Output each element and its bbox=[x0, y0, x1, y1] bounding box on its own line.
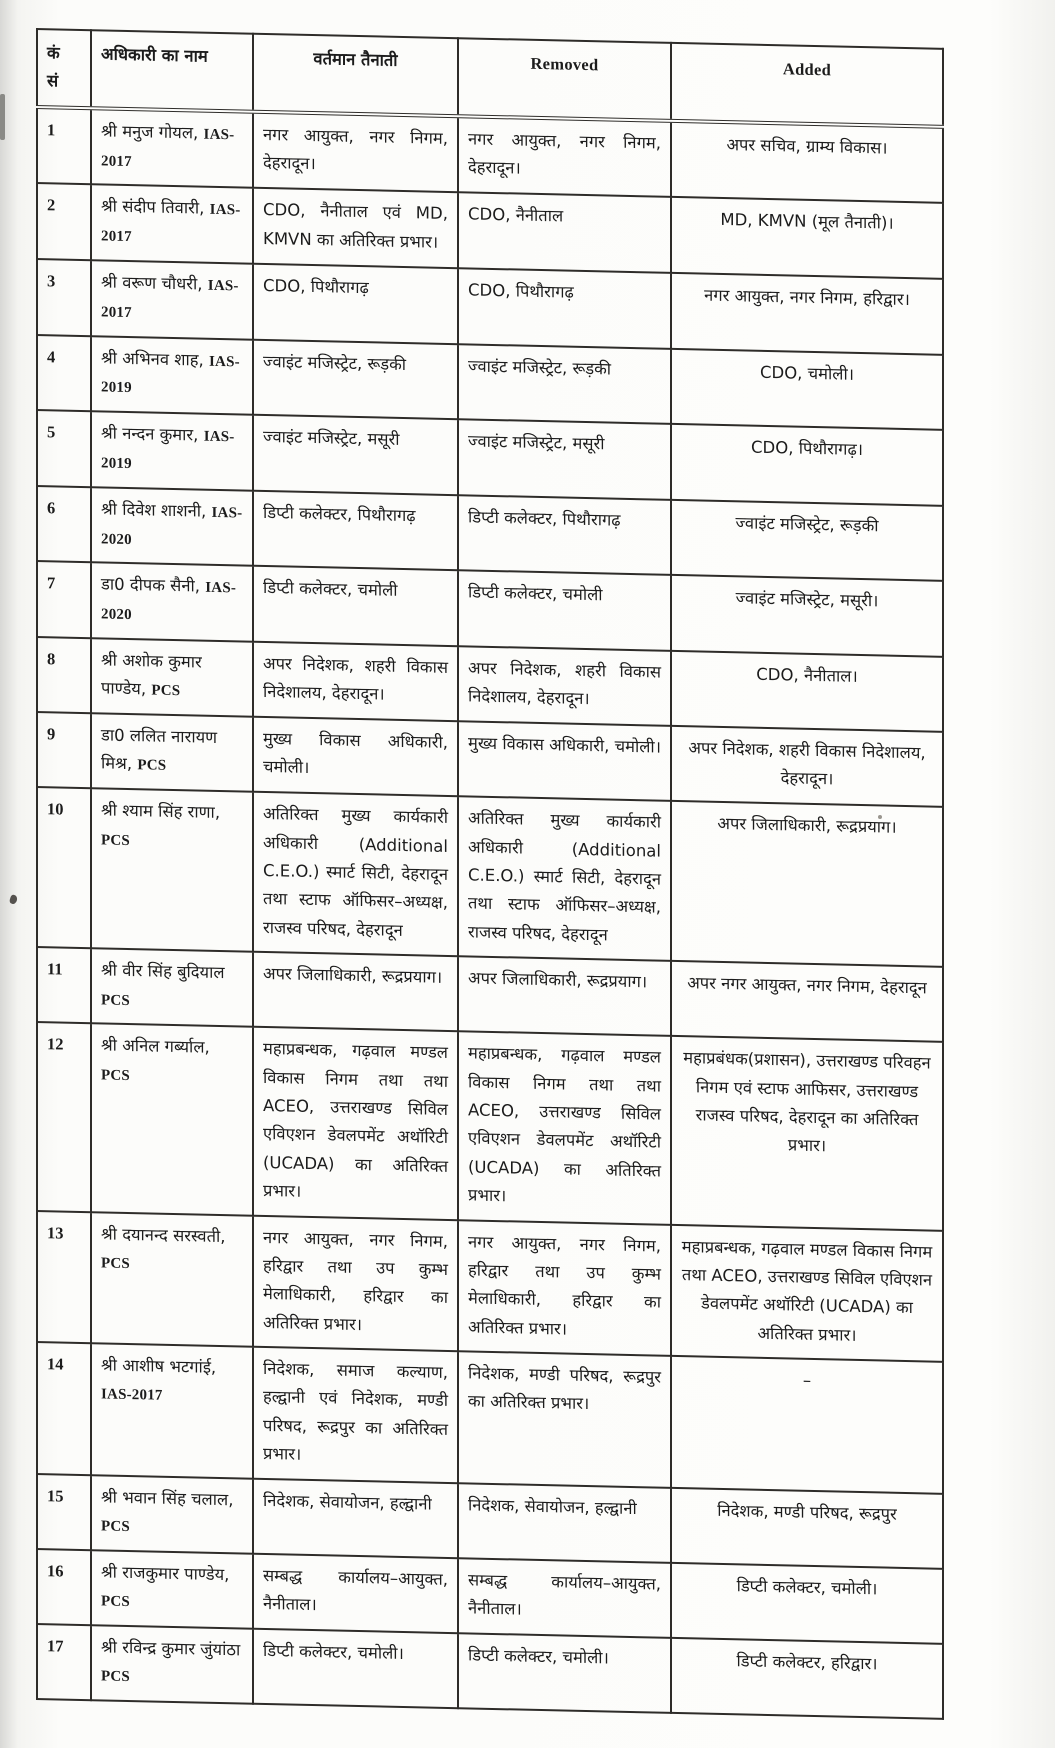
serial-number-cell: 6 bbox=[37, 486, 91, 563]
officer-table-body bbox=[37, 107, 943, 1719]
officer-cadre: IAS-2017 bbox=[101, 277, 239, 321]
officer-cadre: IAS-2020 bbox=[101, 504, 243, 548]
added-posting-cell: महाप्रबन्धक, गढ़वाल मण्डल विकास निगम तथा ACEO, उत्तराखण्ड सिविल एविएशन डेवलपमेंट अथॉरिटी (UCADA) का अतिरिक्त प्रभार। bbox=[671, 1224, 943, 1361]
officer-row bbox=[37, 1211, 943, 1362]
officer-row bbox=[37, 1022, 943, 1230]
officer-row bbox=[37, 1342, 943, 1493]
removed-posting-cell: ज्वाइंट मजिस्ट्रेट, मसूरी bbox=[458, 419, 671, 499]
serial-number-cell: 13 bbox=[37, 1211, 91, 1344]
removed-posting-cell: डिप्टी कलेक्टर, पिथौरागढ़ bbox=[458, 495, 671, 575]
officer-cadre: PCS bbox=[101, 991, 130, 1009]
officer-cadre: PCS bbox=[101, 1067, 130, 1084]
officer-name: श्री रविन्द्र कुमार जुंयांठा bbox=[101, 1637, 241, 1660]
officer-name-cell bbox=[91, 713, 253, 792]
added-posting-cell: ज्वाइंट मजिस्ट्रेट, मसूरी। bbox=[671, 575, 943, 657]
officer-name-cell bbox=[91, 108, 253, 188]
scan-edge-artifact bbox=[0, 94, 5, 140]
officer-name: श्री भवान सिंह चलाल, bbox=[101, 1486, 234, 1509]
removed-posting-cell: निदेशक, मण्डी परिषद, रूद्रपुर का अतिरिक्त प्रभार। bbox=[458, 1351, 671, 1487]
officer-name: श्री आशीष भटगांई, bbox=[101, 1355, 217, 1377]
header-added: Added bbox=[671, 43, 943, 127]
officer-cadre: IAS-2017 bbox=[101, 202, 241, 246]
added-posting-cell: CDO, पिथौरागढ़। bbox=[671, 424, 943, 506]
serial-number-cell: 5 bbox=[37, 410, 91, 487]
header-serial bbox=[37, 29, 91, 108]
header-current-posting: वर्तमान तैनाती bbox=[253, 34, 458, 116]
current-posting-cell: डिप्टी कलेक्टर, चमोली। bbox=[253, 1629, 458, 1709]
officer-name: श्री दयानन्द सरस्वती, bbox=[101, 1223, 226, 1246]
removed-posting-cell: डिप्टी कलेक्टर, चमोली। bbox=[458, 1633, 671, 1713]
header-removed: Removed bbox=[458, 38, 671, 120]
officer-name: श्री अभिनव शाह, bbox=[101, 347, 204, 370]
current-posting-cell: नगर आयुक्त, नगर निगम, देहरादून। bbox=[253, 111, 458, 192]
scan-ink-dot bbox=[9, 894, 18, 905]
removed-posting-cell: अतिरिक्त मुख्य कार्यकारी अधिकारी (Additional C.E.O.) स्मार्ट सिटी, देहरादून तथा स्टाफ ऑफिसर–अध्यक्ष, राजस्व परिषद, देहरादून bbox=[458, 796, 671, 961]
added-posting-cell: डिप्टी कलेक्टर, चमोली। bbox=[671, 1563, 943, 1644]
header-serial-line1: कं bbox=[47, 43, 60, 63]
serial-number-cell: 8 bbox=[37, 637, 91, 713]
officer-name: श्री नन्दन कुमार, bbox=[101, 423, 199, 445]
current-posting-cell: मुख्य विकास अधिकारी, चमोली। bbox=[253, 717, 458, 797]
added-posting-cell: CDO, नैनीताल। bbox=[671, 651, 943, 732]
removed-posting-cell: महाप्रबन्धक, गढ़वाल मण्डल विकास निगम तथा तथा ACEO, उत्तराखण्ड सिविल एविएशन डेवलपमेंट अथॉरिटी (UCADA) का अतिरिक्त प्रभार। bbox=[458, 1032, 671, 1225]
added-posting-cell: MD, KMVN (मूल तैनाती)। bbox=[671, 197, 943, 279]
officer-name: श्री अनिल गर्ब्याल, bbox=[101, 1035, 210, 1058]
officer-name-cell bbox=[91, 1343, 253, 1478]
current-posting-cell: ज्वाइंट मजिस्ट्रेट, मसूरी bbox=[253, 415, 458, 495]
serial-number-cell: 17 bbox=[37, 1624, 91, 1700]
officer-cadre: IAS-2019 bbox=[101, 428, 235, 473]
officer-name: श्री दिवेश शाशनी, bbox=[101, 499, 207, 521]
officer-name: श्री मनुज गोयल, bbox=[101, 121, 199, 143]
current-posting-cell: सम्बद्ध कार्यालय–आयुक्त, नैनीताल। bbox=[253, 1553, 458, 1633]
current-posting-cell: महाप्रबन्धक, गढ़वाल मण्डल विकास निगम तथा तथा ACEO, उत्तराखण्ड सिविल एविएशन डेवलपमेंट अथॉरिटी (UCADA) का अतिरिक्त प्रभार। bbox=[253, 1027, 458, 1220]
added-posting-cell: डिप्टी कलेक्टर, हरिद्वार। bbox=[671, 1638, 943, 1719]
officer-name-cell bbox=[91, 1625, 253, 1704]
officer-name-cell bbox=[91, 638, 253, 717]
officer-cadre: PCS bbox=[137, 757, 167, 775]
removed-posting-cell: मुख्य विकास अधिकारी, चमोली। bbox=[458, 721, 671, 801]
current-posting-cell: CDO, पिथौरागढ़ bbox=[253, 264, 458, 344]
removed-posting-cell: CDO, पिथौरागढ़ bbox=[458, 268, 671, 348]
officer-cadre: IAS-2017 bbox=[101, 126, 235, 170]
officer-name-cell bbox=[91, 487, 253, 566]
added-posting-cell: महाप्रबंधक(प्रशासन), उत्तराखण्ड परिवहन निगम एवं स्टाफ आफिसर, उत्तराखण्ड राजस्व परिषद, देहरादून का अतिरिक्त प्रभार। bbox=[671, 1036, 943, 1230]
officer-name-cell bbox=[91, 948, 253, 1027]
added-posting-cell: अपर निदेशक, शहरी विकास निदेशालय, देहरादून। bbox=[671, 726, 943, 807]
removed-posting-cell: अपर जिलाधिकारी, रूद्रप्रयाग। bbox=[458, 956, 671, 1036]
officer-name-cell bbox=[91, 336, 253, 415]
current-posting-cell: अपर निदेशक, शहरी विकास निदेशालय, देहरादून। bbox=[253, 642, 458, 722]
added-posting-cell: – bbox=[671, 1356, 943, 1493]
officer-name: श्री राजकुमार पाण्डेय, bbox=[101, 1562, 230, 1584]
current-posting-cell: निदेशक, सेवायोजन, हल्द्वानी bbox=[253, 1478, 458, 1558]
removed-posting-cell: निदेशक, सेवायोजन, हल्द्वानी bbox=[458, 1483, 671, 1563]
serial-number-cell: 15 bbox=[37, 1474, 91, 1550]
added-posting-cell: नगर आयुक्त, नगर निगम, हरिद्वार। bbox=[671, 273, 943, 355]
current-posting-cell: ज्वाइंट मजिस्ट्रेट, रूड़की bbox=[253, 339, 458, 419]
officer-name-cell bbox=[91, 1023, 253, 1215]
officer-name-cell bbox=[91, 1212, 253, 1347]
added-posting-cell: अपर नगर आयुक्त, नगर निगम, देहरादून bbox=[671, 961, 943, 1042]
current-posting-cell: नगर आयुक्त, नगर निगम, हरिद्वार तथा उप कुम्भ मेलाधिकारी, हरिद्वार का अतिरिक्त प्रभार। bbox=[253, 1215, 458, 1351]
added-posting-cell: CDO, चमोली। bbox=[671, 348, 943, 430]
serial-number-cell: 14 bbox=[37, 1342, 91, 1475]
officer-transfer-table bbox=[36, 28, 944, 1720]
current-posting-cell: अपर जिलाधिकारी, रूद्रप्रयाग। bbox=[253, 952, 458, 1032]
officer-name: श्री वीर सिंह बुदियाल bbox=[101, 960, 225, 983]
current-posting-cell: अतिरिक्त मुख्य कार्यकारी अधिकारी (Additional C.E.O.) स्मार्ट सिटी, देहरादून तथा स्टाफ ऑफिसर–अध्यक्ष, राजस्व परिषद, देहरादून bbox=[253, 792, 458, 956]
removed-posting-cell: अपर निदेशक, शहरी विकास निदेशालय, देहरादून। bbox=[458, 646, 671, 726]
officer-cadre: PCS bbox=[151, 682, 181, 700]
current-posting-cell: डिप्टी कलेक्टर, चमोली bbox=[253, 566, 458, 646]
header-serial-line2: सं bbox=[47, 71, 59, 91]
added-posting-cell: ज्वाइंट मजिस्ट्रेट, रूड़की bbox=[671, 500, 943, 582]
officer-name: श्री अशोक कुमार पाण्डेय, bbox=[101, 650, 202, 699]
officer-cadre: IAS-2019 bbox=[101, 353, 240, 397]
officer-name: श्री वरूण चौधरी, bbox=[101, 272, 203, 294]
header-officer-name: अधिकारी का नाम bbox=[91, 30, 253, 111]
officer-name: श्री संदीप तिवारी, bbox=[101, 196, 205, 219]
removed-posting-cell: ज्वाइंट मजिस्ट्रेट, रूड़की bbox=[458, 344, 671, 424]
serial-number-cell: 1 bbox=[37, 107, 91, 185]
officer-name-cell bbox=[91, 563, 253, 642]
current-posting-cell: डिप्टी कलेक्टर, पिथौरागढ़ bbox=[253, 490, 458, 570]
serial-number-cell: 12 bbox=[37, 1022, 91, 1211]
removed-posting-cell: नगर आयुक्त, नगर निगम, हरिद्वार तथा उप कुम्भ मेलाधिकारी, हरिद्वार का अतिरिक्त प्रभार। bbox=[458, 1220, 671, 1356]
added-posting-cell: अपर जिलाधिकारी, रूद्रप्रयाग। bbox=[671, 801, 943, 967]
officer-name-cell bbox=[91, 185, 253, 264]
officer-cadre: IAS-2017 bbox=[101, 1386, 163, 1405]
officer-name-cell bbox=[91, 1550, 253, 1629]
serial-number-cell: 3 bbox=[37, 259, 91, 336]
officer-name: डा0 दीपक सैनी, bbox=[101, 574, 200, 596]
officer-cadre: PCS bbox=[101, 1518, 130, 1535]
added-posting-cell: अपर सचिव, ग्राम्य विकास। bbox=[671, 121, 943, 204]
serial-number-cell: 16 bbox=[37, 1549, 91, 1625]
serial-number-cell: 2 bbox=[37, 183, 91, 260]
officer-cadre: PCS bbox=[101, 1593, 130, 1611]
serial-number-cell: 4 bbox=[37, 335, 91, 412]
current-posting-cell: निदेशक, समाज कल्याण, हल्द्वानी एवं निदेशक, मण्डी परिषद, रूद्रपुर का अतिरिक्त प्रभार। bbox=[253, 1347, 458, 1483]
serial-number-cell: 10 bbox=[37, 787, 91, 948]
transfer-order-sheet bbox=[36, 28, 942, 1720]
officer-name-cell bbox=[91, 260, 253, 339]
officer-name-cell bbox=[91, 1475, 253, 1554]
removed-posting-cell: डिप्टी कलेक्टर, चमोली bbox=[458, 571, 671, 651]
removed-posting-cell: नगर आयुक्त, नगर निगम, देहरादून। bbox=[458, 116, 671, 197]
removed-posting-cell: सम्बद्ध कार्यालय–आयुक्त, नैनीताल। bbox=[458, 1558, 671, 1638]
current-posting-cell: CDO, नैनीताल एवं MD, KMVN का अतिरिक्त प्रभार। bbox=[253, 188, 458, 268]
officer-cadre: PCS bbox=[101, 1255, 130, 1272]
officer-cadre: PCS bbox=[101, 832, 130, 849]
serial-number-cell: 7 bbox=[37, 561, 91, 638]
removed-posting-cell: CDO, नैनीताल bbox=[458, 193, 671, 273]
serial-number-cell: 9 bbox=[37, 712, 91, 788]
added-posting-cell: निदेशक, मण्डी परिषद, रूद्रपुर bbox=[671, 1487, 943, 1568]
officer-row bbox=[37, 787, 943, 967]
officer-name-cell bbox=[91, 788, 253, 951]
officer-name-cell bbox=[91, 411, 253, 490]
serial-number-cell: 11 bbox=[37, 947, 91, 1023]
officer-cadre: PCS bbox=[101, 1668, 130, 1686]
officer-name: श्री श्याम सिंह राणा, bbox=[101, 800, 221, 823]
officer-name: डा0 ललित नारायण मिश्र, bbox=[101, 725, 218, 774]
officer-cadre: IAS-2020 bbox=[101, 580, 237, 624]
